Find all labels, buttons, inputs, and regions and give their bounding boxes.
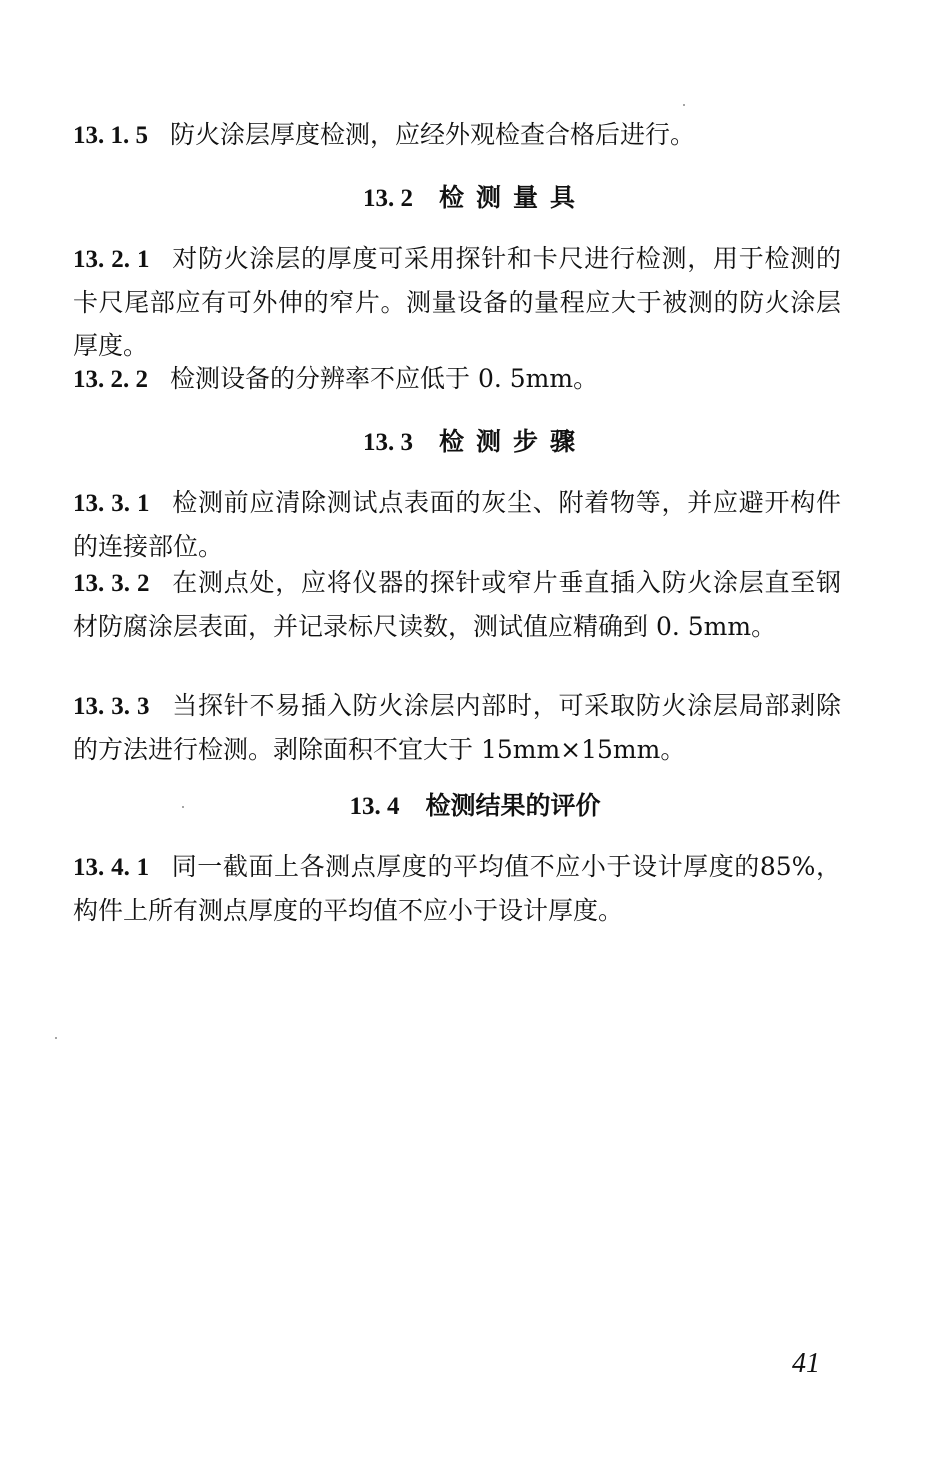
- clause-text: 检测前应清除测试点表面的灰尘、附着物等，并应避开构件的连接部位。: [73, 488, 841, 561]
- clause-text: 在测点处，应将仪器的探针或窄片垂直插入防火涂层直至钢材防腐涂层表面，并记录标尺读数，测试值应精确到 0. 5mm。: [73, 568, 841, 641]
- clause-13-4-1: [73, 845, 841, 932]
- section-heading-13-2: [0, 180, 950, 217]
- section-number: 13. 2: [362, 185, 413, 212]
- section-title: 检测量具: [438, 183, 587, 212]
- clause-13-3-2: [73, 561, 841, 648]
- section-number: 13. 4: [349, 793, 400, 820]
- section-title: 检测结果的评价: [425, 791, 601, 820]
- clause-number: 13. 3. 2: [73, 570, 150, 597]
- scan-speck: [182, 806, 184, 808]
- section-heading-13-4: [0, 788, 950, 825]
- clause-number: 13. 4. 1: [73, 854, 150, 881]
- clause-number: 13. 3. 3: [73, 693, 150, 720]
- section-number: 13. 3: [362, 429, 413, 456]
- clause-13-3-3: [73, 684, 841, 771]
- clause-text: 对防火涂层的厚度可采用探针和卡尺进行检测，用于检测的卡尺尾部应有可外伸的窄片。测量设备的量程应大于被测的防火涂层厚度。: [73, 244, 841, 360]
- clause-number: 13. 1. 5: [73, 122, 148, 149]
- section-heading-13-3: [0, 424, 950, 461]
- clause-13-3-1: [73, 481, 841, 568]
- scan-speck: [683, 104, 685, 106]
- scan-speck: [55, 1037, 57, 1039]
- clause-13-1-5: [73, 113, 841, 157]
- clause-number: 13. 3. 1: [73, 490, 150, 517]
- clause-text: 同一截面上各测点厚度的平均值不应小于设计厚度的85%，构件上所有测点厚度的平均值不应小于设计厚度。: [73, 852, 842, 925]
- clause-number: 13. 2. 1: [73, 246, 150, 273]
- clause-text: 检测设备的分辨率不应低于 0. 5mm。: [170, 364, 599, 393]
- clause-13-2-1: [73, 237, 841, 367]
- section-title: 检测步骤: [438, 427, 587, 456]
- page-number: 41: [792, 1348, 820, 1379]
- clause-text: 防火涂层厚度检测，应经外观检查合格后进行。: [170, 120, 696, 149]
- clause-text: 当探针不易插入防火涂层内部时，可采取防火涂层局部剥除的方法进行检测。剥除面积不宜大于 15mm×15mm。: [73, 691, 841, 764]
- clause-number: 13. 2. 2: [73, 366, 148, 393]
- clause-13-2-2: [73, 357, 841, 401]
